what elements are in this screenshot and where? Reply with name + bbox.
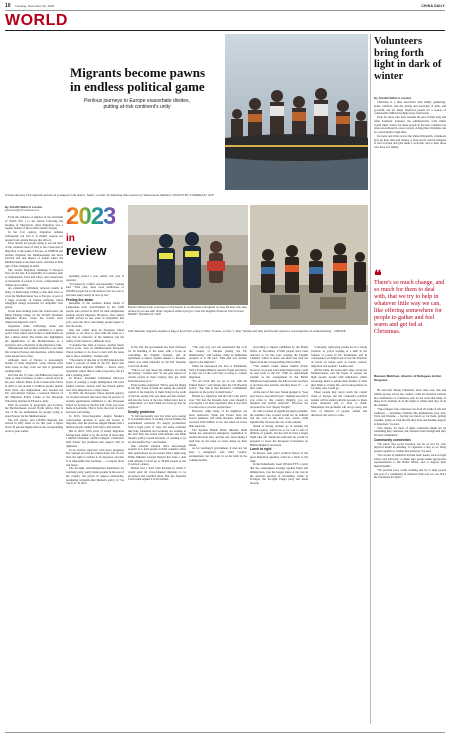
body-paragraph: In 2015, then-Chancellor Angela Merkel's controversial decision to open the border to migrants, after the previous Angela Merkel said a million people, mainly from Syria, had arrived. — [66, 413, 124, 429]
sidebar-byline: By JULIAN SHEA in London — [374, 96, 412, 100]
subhead-deadly-problems: Deadly problems — [128, 409, 155, 414]
main-standfirst: Perilous journeys to Europe exacerbate divides, putting at-risk continent's unity — [84, 98, 190, 110]
sidebar-paragraph: Christmas is a time associated with family gatherings, home comforts, and the giving and receiving of gifts, and goodwill, but for many displaced people it's a season of considerable difficult feelings away from home. — [374, 101, 446, 116]
subhead-feeling-the-strain: Feeling the strain — [66, 297, 94, 302]
body-paragraph: The current migration challenge is Europe's first, not the last. It is instability in countries such as Afghanistan, Syria and Libya, that caused tens of thousands of people to leave, compounded by climate and conflict. — [5, 267, 63, 287]
byline-name: By JULIAN SHEA in London — [5, 205, 43, 209]
body-paragraph: The far-right, anti-immigration Alternative for Germany party, partly made popular in the east of the country, has grown in support nationwide, prompting verbatim after Merkel's policy of "we can do it" in 2015. — [66, 466, 124, 486]
main-column-4 — [189, 346, 247, 728]
body-paragraph: At the start of this year, Sunak pledged to "pass new laws to stop small boats", making sure that if you come to this country illegally, you are detained and swiftly removed". However the proposed law was "deeply fraught". — [250, 390, 308, 409]
body-paragraph: The UN agency said 150,000 migrants had arrived in Italy alone so far this year, a figure about 50 percent higher than in the corresponding period a year earlier. — [5, 417, 63, 433]
body-paragraph: Although most of Europe is increasingly hostile to mass migration, some nations have been worse as they work out who is genuinely seeking safety. — [5, 357, 63, 373]
body-paragraph: These people may never reach the capital cities of Europe, but the continent's political leaders will be under political pressure to make some decisions and to stick to them. Meanwhile, the problems will not go away, and lives of millions of people, settled and displaced, the years to come. — [311, 390, 367, 417]
beach-photo — [128, 205, 248, 305]
body-paragraph: In Europe, next year's political fallout of the great migration question could be a lurch to the right. — [250, 451, 308, 463]
body-paragraph: All the while, the boxes still come, across the Mediterranean, and the hopes of people are high, people, people with cellphones, which encourage them to pursue their dreams of what they think is a better life, and would perhaps be for many who would go. — [311, 367, 367, 391]
body-paragraph: In the UK, the government has been criticized for its handling of the issue, with a focus on controlling the English Channel, and an agreement to deport asylum seekers to Rwanda, which was ruled unlawful by the UK Supreme Court last month. — [128, 346, 186, 368]
body-paragraph: In an October interview with news magazine Der Spiegel, he said he wanted those who do not have the right to remain to be deported, and that 'it is impossible that Germany — to deport more and faster'. — [66, 447, 124, 467]
sidebar-paragraph: He said that during Christmas, more than ever, this and similar groups across the country could not function without the contribution of volunteers who do the work that many of these local charities do in the depth of winter than they do in the summer. — [374, 389, 446, 407]
main-column-3 — [128, 346, 186, 728]
review-label: review — [66, 243, 107, 258]
body-paragraph: However, while many of its neighbors are more restrictive, Spain and France have the lowest numbers, and while Rwanda, which has received £240 million so far, has taken far fewer than expected. — [189, 408, 247, 428]
body-paragraph: Over the last 15 years, the Balkan has been the route to their fortresses at quite a steady level in the past. Alfredo Pintar from Conservative News in 2022, it was around 1.2 million people, mainly from Syria, and Afghanistan, who reached the EU, said Alberto Soriano, a research director of the Migration Policy Centre at the European University Institute in Florence, Italy. — [5, 372, 63, 403]
page-number: 10 — [5, 3, 11, 9]
sidebar-paragraph: "Our clients, for most of them, Christmas might not be something they celebrate, but whatever their background they all need community." — [374, 425, 446, 437]
sidebar-headline: Volunteers bring forth light in dark of winter — [374, 36, 442, 82]
body-paragraph: In France, President Emmanuel Macron's hopes of passing a tough immigration bill have fuelled policies. Almost half the French public now view migration as a major issue. — [66, 376, 124, 392]
body-paragraph: One political solution that's increasingly popular is to hold people in third countries while their applications are processed. Italy's right-wing Prime Minister Giorgia Meloni has done a deal with Albania to hold up to 36,000 people in the 'reception' centers. — [128, 443, 186, 467]
main-column-5 — [250, 346, 308, 728]
sidebar-body-continued — [374, 389, 446, 729]
body-paragraph: But in 2023, 'with years of steady migration having been added to by the arrival of more than 1 million Ukrainian conflict refugees', Chancellor Olaf Scholz has promised that support will be tightened. — [66, 428, 124, 448]
in-word: in — [66, 233, 75, 244]
body-paragraph: "Countries like Italy at Greece, another major arrival point, such as Mediterranean European Union partners to do more to deal with the issue and to show solidarity," Geddes said. — [66, 342, 124, 358]
sidebar-divider — [370, 34, 371, 724]
sidebar-paragraph: "We know that social isolation can be as bad for your physical health as smoking 15 cigarettes a day, so we bring people together to combat that isolation," he said. — [374, 441, 446, 453]
main-headline: Migrants become pawns in endless political game — [70, 65, 206, 94]
body-paragraph: Organized crime, trafficking, abuse and institutional corruption all contribute to a public policy crisis where dead bodies of individuals are just a minor detail. The Italian also highlighted the significance of the Mediterranean as a navigator and a chronicler of the migration crisis. — [5, 323, 63, 347]
ship-photo-caption: Sub-Saharan migrants prepare a bag of food from a ship in Sfax, Tunisia, on Dec 7, after Tunisia and Italy and the EU signed a memorandum of understanding... CIR/AFP — [128, 329, 346, 333]
year-in-review-graphic — [66, 205, 126, 271]
body-paragraph: In the 21st century, migration remains widespread, but now it is mainly reasons not people from outside Europe that drive it. — [5, 230, 63, 242]
beach-rescue-photo — [128, 205, 248, 305]
body-paragraph: Smartphones had enabled Africans to see what life is like in Europe and elsewhere, which makes some people feel to flee. — [5, 346, 63, 358]
sidebar-paragraph: "The refugees who come here are from all walks of life and traditions — including countries like Afghanistan, Iraq, Iran, Syria and Ukraine — having lost much, so for them, getting together, going on with the life they have and finding support is important," he said. — [374, 406, 446, 426]
body-paragraph: Its critics warned of significant legal problems, the numbers who crossed would not be reduced and the cost of the new law, which could significantly increase the cost of the scheme. — [250, 408, 308, 424]
body-paragraph: As for Germany's government, it does not yet have a designated 'safe third country' arrangement, but the topic is on the table in the coming months. — [189, 446, 247, 462]
body-paragraph: "This is not just about the numbers. It's about the money," Geddes said. "If one gets support of certain people in their country, they get relief from this issue by it." — [128, 367, 186, 383]
body-paragraph: An extensive trafficking network results in many of them being willing to risk their lives to cross the Mediterranean Sea to Europe, as part of a huge economy of human suffering where smugglers charge thousands for simplistic boat places. — [5, 286, 63, 309]
body-paragraph: "The only way you can understand that is in the context of Albania joining the EU membership," said Geddes, citing an immediate prospect of it. He said, "This deal was another signal to the migrants." — [189, 346, 247, 364]
body-paragraph: Even Geddes explained: "We've seen the things in the UK. Some of them are seeing the political capital of the majority of them living in the north of the UK, seeing who saw them and who doesn't, and also the focus of the idea. Others have had to compromise, so I don't think we'd ever go that far anymore." — [128, 382, 186, 409]
body-paragraph: Sunak is having another go at passing the Rwanda policy, which has so far cost to tens of millions of pounds, but has still not had a single flight take off. Sunak has indicated he would be prepared to leave the European Convention on Human Rights if necessary. — [250, 423, 308, 447]
year-text: 2023 — [66, 203, 116, 230]
body-paragraph: "Curiously, right-wing parties are in a strong position, so you're looking at a shift in the balance of power in EU institutions, and in consequence we might look across the direction of travel on issues such as border control, migration and asylum," Geddes said. — [311, 346, 367, 368]
body-paragraph: In the most striking boats the Sourth-Jaaw, Ne Imma Fleeing refuge on the World's Deadliest Migration Route, routes the world's most dangerous migrants' world. — [5, 308, 63, 324]
sidebar-paragraph: In towns and cities across the United Kingdom, volunteers give up their time and money to help newly arrived refugees to feel at home and give them a welcome, and to help those who have lost family. — [374, 133, 446, 149]
year-number — [66, 205, 126, 229]
ship-photo — [250, 205, 368, 325]
quote-attribution: Bassam Mahfouz, director of Refugees Action Kingston — [374, 374, 442, 382]
body-paragraph: spending period a year earlier, this year is reported. — [66, 275, 124, 282]
body-paragraph: Britain had a 'deal' with Rwanda in which it would send all cross-Channel migrants to be processed and resettled there. But the Supreme Court ruled against it in November. — [128, 466, 186, 482]
page-header — [5, 3, 445, 11]
migrant-boat-photo — [225, 34, 368, 190]
page-date: Tuesday, December 26, 2023 — [15, 4, 55, 8]
body-paragraph: "It isn't necessarily new but what we're seeing is an intensification of feeling toward finding the externalized solutions. It's deeply problematic from a legal point of view, but some countries like Italy, Denmark and Germany are looking at the deal Italy has struck with Albania and Rishi Sunak's policy toward Rwanda, of tackling it by an anti-diseffective," said Steiner. — [128, 413, 186, 444]
main-column-2 — [66, 275, 124, 728]
page-bottom-rule — [5, 732, 445, 733]
sidebar-paragraph: "Our stories of members include basic needs, such as legal advice and advocacy, to make sure people make appropriate representations to the Home Office, and to support their mental health." — [374, 452, 446, 468]
body-paragraph: Italy has called upon its European Union partners to do more to deal with the issue in a way that is reflective of the numbers, but the reality of the Union is a different story. — [66, 327, 124, 343]
pullquote-text: There's so much change, and so much for them to deal with, that we try to help in whatever little way we can, like offering somewhere for people to gather and feel warm and get fed at Christmas. — [374, 280, 445, 335]
main-photo — [225, 34, 368, 190]
beach-photo-caption: Border officers help a woman on the beach in southeastern England on Aug 29 after she was picked up at sea with other migrants while trying to cross the English Channel from France. HENRY NICHOLLS / AFP — [128, 305, 247, 317]
body-paragraph: "The statistic bearly makes fashion threat; however, as people advocating illegal entry, could be sent back to the EU. With no replacement scheme as the arrangement in the Brexit Withdrawal Agreement, the UK now has nowhere to put these new arrivals, and they know it" — so they come. — [250, 363, 308, 391]
body-paragraph: In the Netherlands, Geert Wilders' PVV, a party that has campaigned strongly against Islam and immigration, won the largest share of the vote in the national election in November, while in Portugal, the far-right Chega party has made inroads. — [250, 462, 308, 485]
main-column-1 — [5, 216, 63, 728]
sidebar-paragraph: Even for those who have reached the end of their long and often traumatic journeys, the administrative costs which would likely follow for these people in the host countries are often exacerbated in a new society. A thing like Christmas can be a particularly tough time. — [374, 115, 446, 134]
body-paragraph: Residents of the southern Italian island of Lampedusa were overwhelmed by the 7,000 people who arrived in 2023 for their enlightened attitude toward migrants. However, after almost 12,000 arrived in one week in September this year, even the most welcoming people began to feel the strain. — [66, 301, 124, 328]
body-paragraph: From the collapse of empires in the aftermath of World War I to the fallout following the breakup of Yugoslavia, mass migration was a regular feature of life in 20th century Europe. — [5, 216, 63, 231]
paper-name: CHINA DAILY — [421, 4, 445, 8]
byline-email: julianshea@chinadailyuk.com — [5, 209, 40, 212]
body-paragraph: Britain is a signatory, and the UK Court said it was: "We had the Rwanda deal, even though it was legally a lot more expensive than it was what it would cost to process people here." — [189, 393, 247, 409]
body-paragraph: The Spanish British Prime Minister Rishi Sunak has announced emergency legislation to declare Rwanda safe, and has also been taking a hard line on the issue as voters make up their minds. — [189, 427, 247, 447]
body-paragraph: When he announced the deal to Parliament, Italy's Foreign Minister Antonio Tajani said that it is only one of the tools Italy is using to counter migration. — [189, 363, 247, 379]
body-paragraph: With its position of geography and location, the Mediterranean toward North Africa, Italy is one of the top destinations for people trying to enter Europe via the Mediterranean. — [5, 402, 63, 418]
subhead-lurch-to-right: Lurch to right — [250, 447, 272, 452]
pullquote-mark-icon: ❝ — [374, 267, 382, 283]
main-byline — [5, 205, 63, 212]
body-paragraph: "It's not fresh that we are at war with the United States," said Sunak after the UK-Rwanda policy. "The risk is that Rwanda's commitment depends on the policy of small boats." — [189, 378, 247, 394]
body-paragraph: According to figures published by the Home Office in November, 27,000 people have been detected so far this year crossing the English Channel, which is about one-third less than the figure from the corresponding time in 2022. — [250, 346, 308, 364]
section-title: WORLD — [5, 12, 68, 29]
sidebar-paragraph: "We provide food, warm clothing and try to help people feel part of a community in whatever little way we can, that's the Christmas for them." — [374, 467, 446, 480]
pullquote-box — [374, 267, 446, 350]
body-paragraph: In 2023, the European Union Asylum Agency for Asylum showed that more than 50 percent of asylum applications submitted to the European Union by Syrians in the first half of the year were made in Germany. That is twice the level of entry has been welcoming. — [66, 391, 124, 414]
tunisia-migrants-photo — [250, 205, 368, 325]
main-photo-caption: A boat carrying 114 migrants arrives at a seaport in El Hierro, Spain, on Dec 11 following their rescue by Salvamento Maritimo. PHOTO BY CANDELAS / AFP — [5, 193, 214, 197]
body-paragraph: "The results of this that of 10,000 migrants that some 5 percent of them in the EU know that should share migrants. Within — there's every agreement where there's some proportion, but it's still a sticking point." — [66, 357, 124, 377]
body-paragraph: "It's fueled by conflict and inequality," Geddes said. "This year, there were predictions of 200,000 people but as the winter is not yet over, it has been really nearly in our top list." — [66, 281, 124, 297]
section-rule — [5, 30, 445, 31]
sidebar-subhead: Community connection — [374, 437, 411, 442]
main-column-6 — [311, 346, 367, 728]
body-paragraph: Even mostly not people dying at sea but most of the countries most of Italy is the crossroads of migration to the south of Europe, as UNHCR and another migrants the Mediterranean the more survival and real impact of transit where the Mediterranean is the main route, and there is little sign of that changing in 2024. — [5, 241, 63, 268]
sidebar-body — [374, 101, 446, 267]
